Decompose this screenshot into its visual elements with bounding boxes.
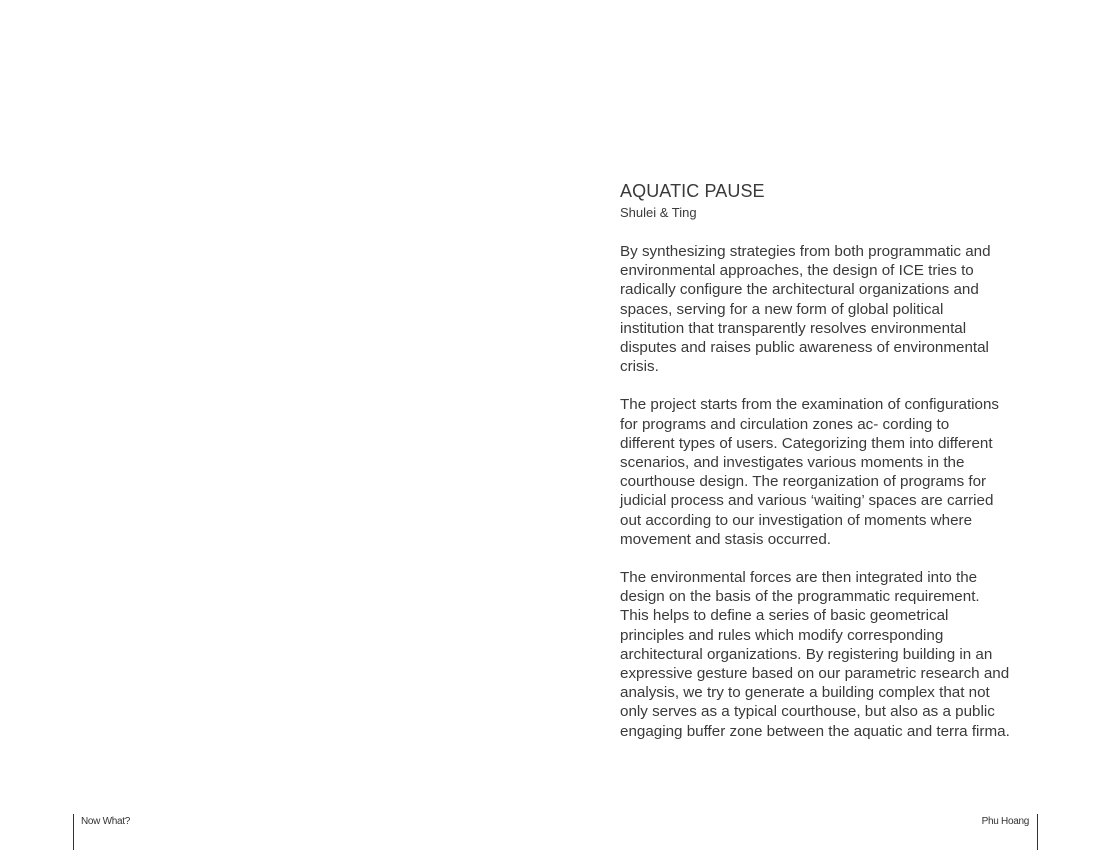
footer-rule-right	[1037, 814, 1038, 850]
footer-author-name: Phu Hoang	[981, 816, 1029, 827]
article-authors: Shulei & Ting	[620, 205, 697, 220]
body-paragraph-3: The environmental forces are then integrated into the design on the basis of the programmatic requirement. This helps to define a series of basic geometrical principles and rules which modify corresponding architectural organizations. By registering building in an expressive gesture based on our parametric research and analysis, we try to generate a building complex that not only serves as a typical courthouse, but also as a public engaging buffer zone between the aquatic and terra firma.	[620, 569, 1010, 740]
footer-book-title: Now What?	[81, 816, 130, 827]
footer-rule-left	[73, 814, 74, 850]
body-paragraph-2: The project starts from the examination of configurations for programs and circulation zones ac- cording to different types of users. Categorizing them into different scenarios, and investigates various moments in the courthouse design. The reorganization of programs for judicial process and various ‘waiting’ spaces are carried out according to our investigation of moments where movement and stasis occurred.	[620, 396, 1000, 548]
article-column	[620, 180, 1040, 741]
body-paragraph-1: By synthesizing strategies from both programmatic and environmental approaches, the design of ICE tries to radically configure the architectural organizations and spaces, serving for a new form of global political institution that transparently resolves environmental disputes and raises public awareness of environmental crisis.	[620, 243, 991, 376]
article-title: AQUATIC PAUSE	[620, 181, 765, 201]
